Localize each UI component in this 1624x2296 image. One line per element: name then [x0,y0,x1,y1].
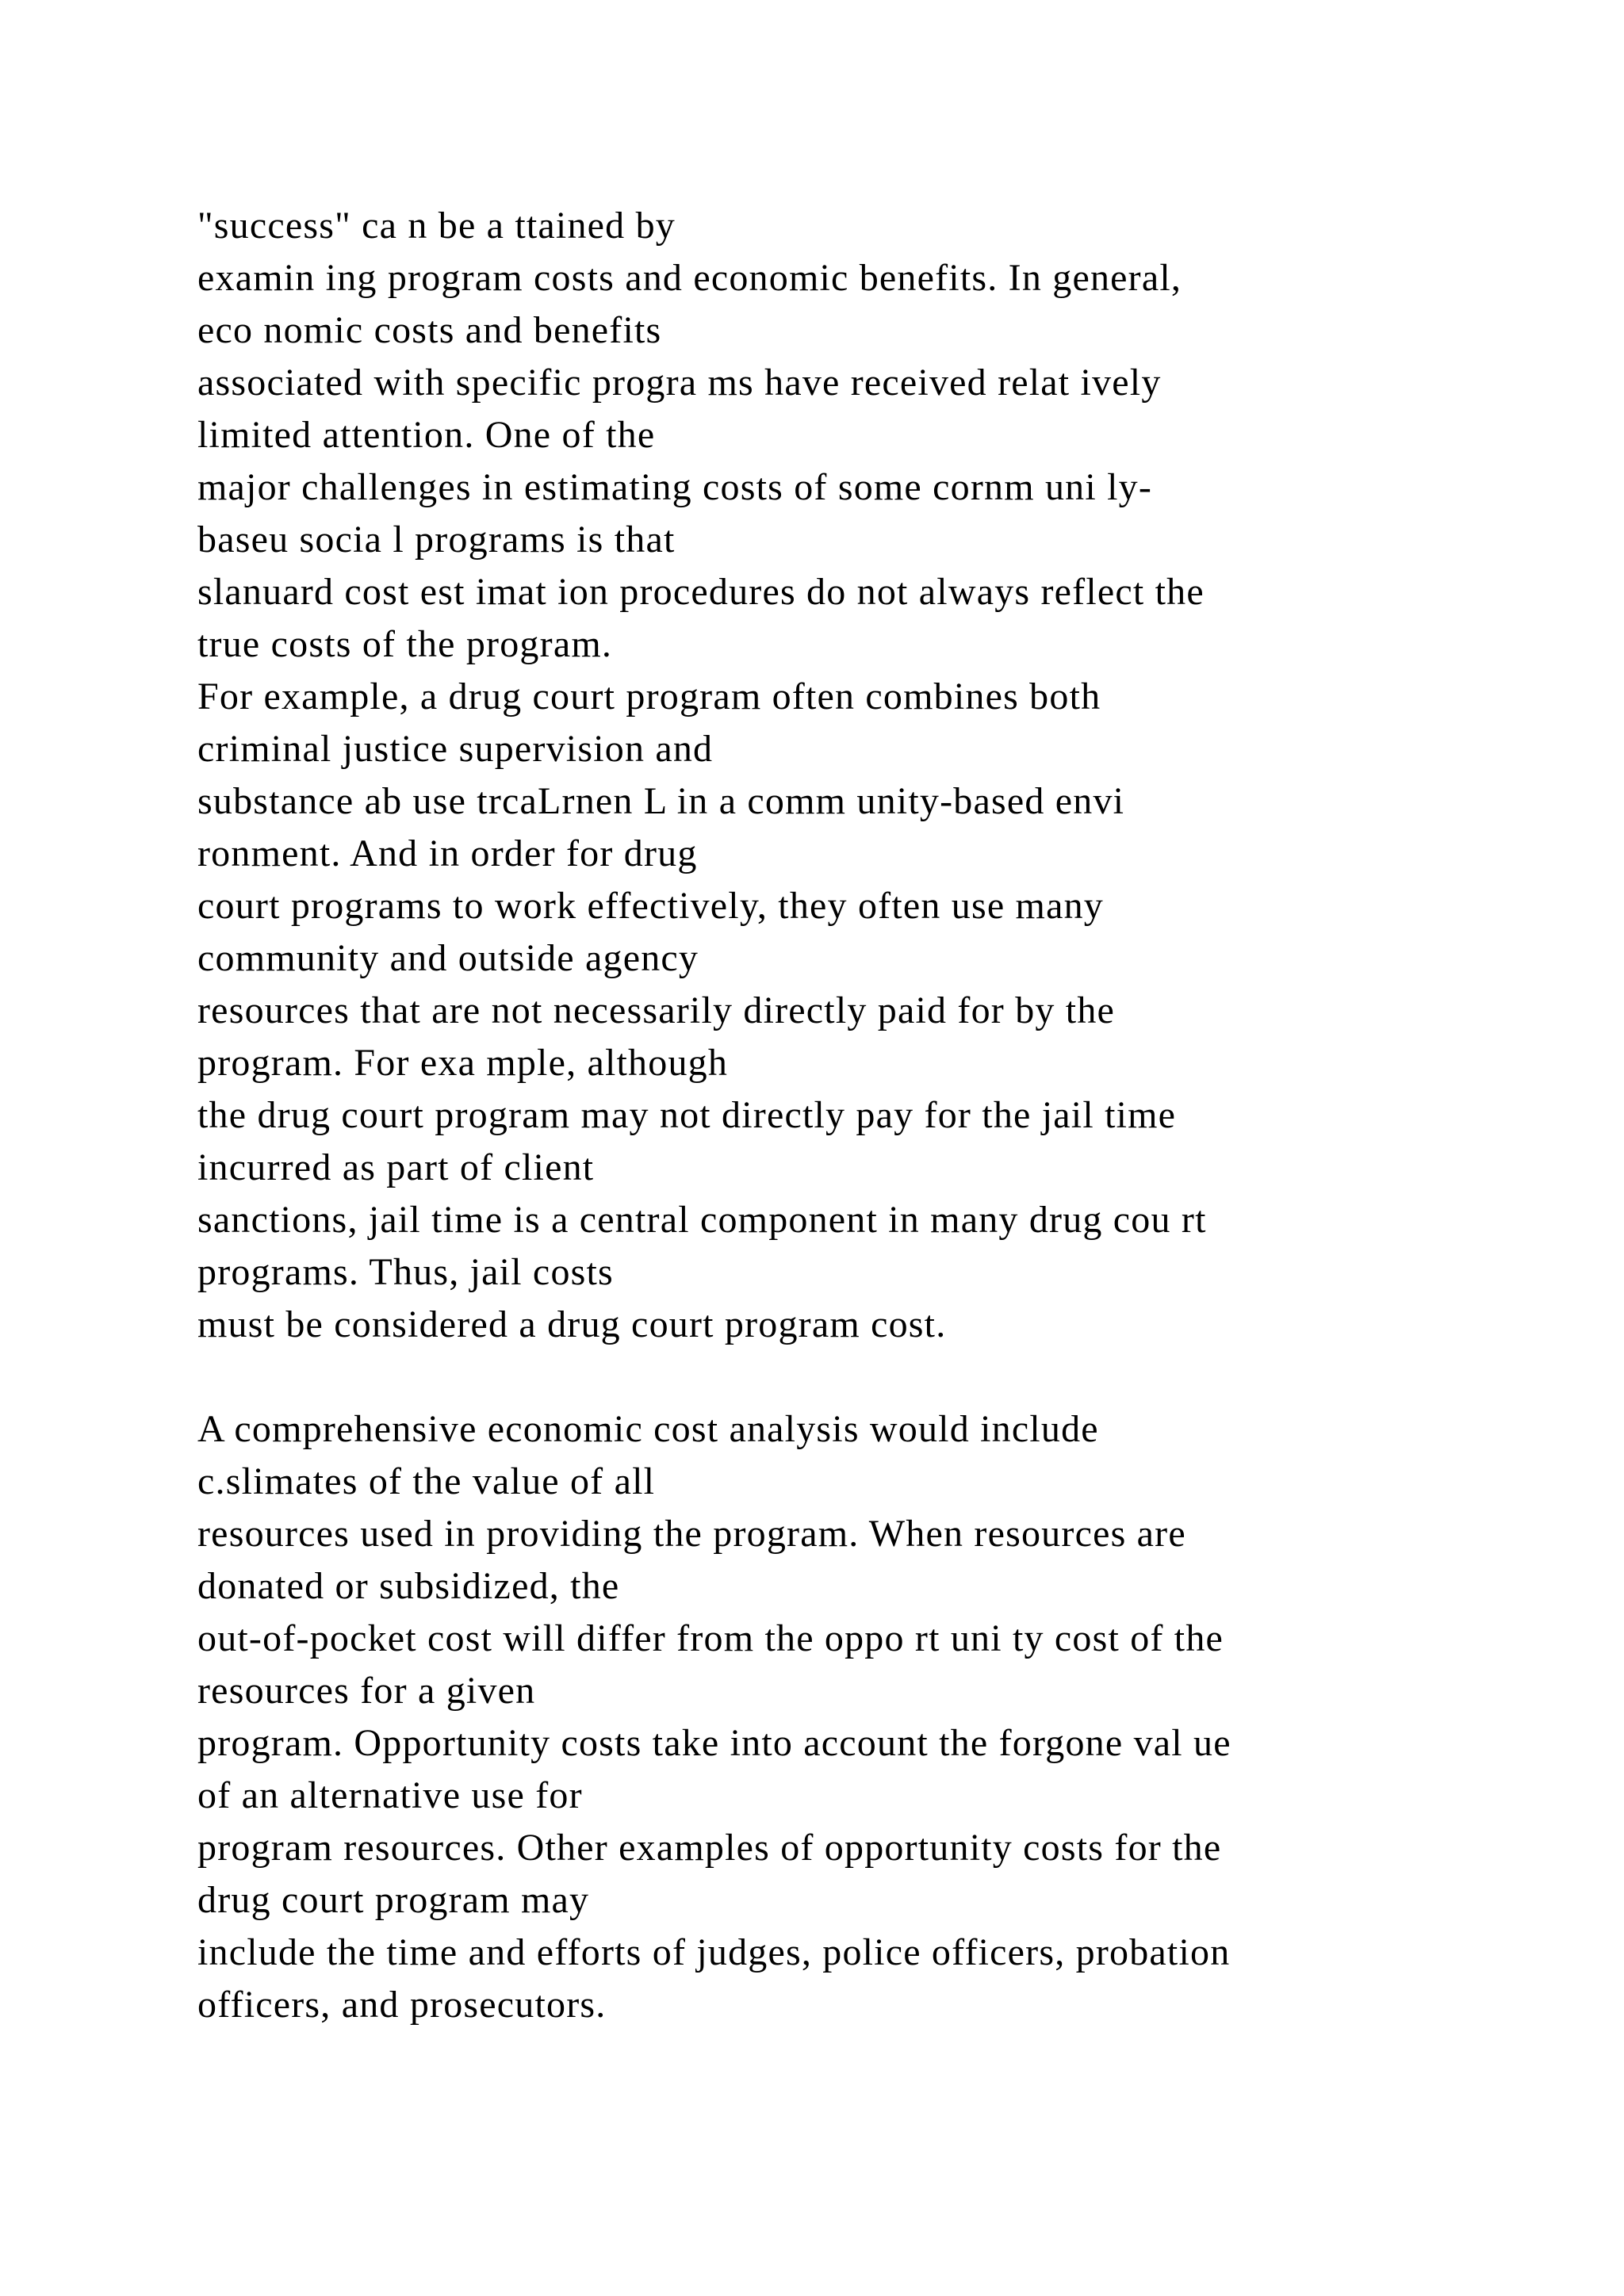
paragraph-1 [197,200,1545,1351]
text-line: community and outside agency [197,937,699,979]
text-line: incurred as part of client [197,1146,595,1188]
text-line: eco nomic costs and benefits [197,309,662,351]
text-line: resources that are not necessarily directly paid for by the [197,989,1116,1031]
text-line: major challenges in estimating costs of some cornm uni ly- [197,466,1153,508]
text-line: examin ing program costs and economic benefits. In general, [197,257,1182,299]
text-line: drug court program may [197,1879,590,1921]
paragraph-2 [197,1403,1545,2031]
text-line: resources used in providing the program. When resources are [197,1513,1186,1555]
text-line: programs. Thus, jail costs [197,1251,614,1293]
text-line: For example, a drug court program often combines both [197,675,1101,718]
text-line: officers, and prosecutors. [197,1984,607,2026]
text-line: sanctions, jail time is a central component in many drug cou rt [197,1199,1207,1241]
paragraph-break [197,1351,1545,1403]
text-line: resources for a given [197,1670,536,1712]
text-line: must be considered a drug court program cost. [197,1303,947,1345]
text-line: criminal justice supervision and [197,728,714,770]
text-line: ronment. And in order for drug [197,832,698,874]
text-line: program resources. Other examples of opportunity costs for the [197,1827,1222,1869]
text-line: of an alternative use for [197,1774,583,1816]
text-line: slanuard cost est imat ion procedures do not always reflect the [197,571,1205,613]
text-line: donated or subsidized, the [197,1565,620,1607]
text-line: baseu socia l programs is that [197,519,676,561]
text-line: the drug court program may not directly pay for the jail time [197,1094,1177,1136]
text-line: include the time and efforts of judges, police officers, probation [197,1931,1231,1973]
text-line: court programs to work effectively, they often use many [197,885,1104,927]
text-line: substance ab use trcaLrnen L in a comm unity-based envi [197,780,1125,822]
text-line: out-of-pocket cost will differ from the oppo rt uni ty cost of the [197,1617,1224,1659]
text-line: c.slimates of the value of all [197,1460,656,1502]
text-line: program. For exa mple, although [197,1042,729,1084]
document-body [197,200,1545,2031]
text-line: A comprehensive economic cost analysis would include [197,1408,1099,1450]
text-line: associated with specific progra ms have received relat ively [197,362,1162,404]
text-line: limited attention. One of the [197,414,656,456]
text-line: true costs of the program. [197,623,613,665]
text-line: program. Opportunity costs take into account the forgone val ue [197,1722,1231,1764]
text-line: "success" ca n be a ttained by [197,205,676,247]
